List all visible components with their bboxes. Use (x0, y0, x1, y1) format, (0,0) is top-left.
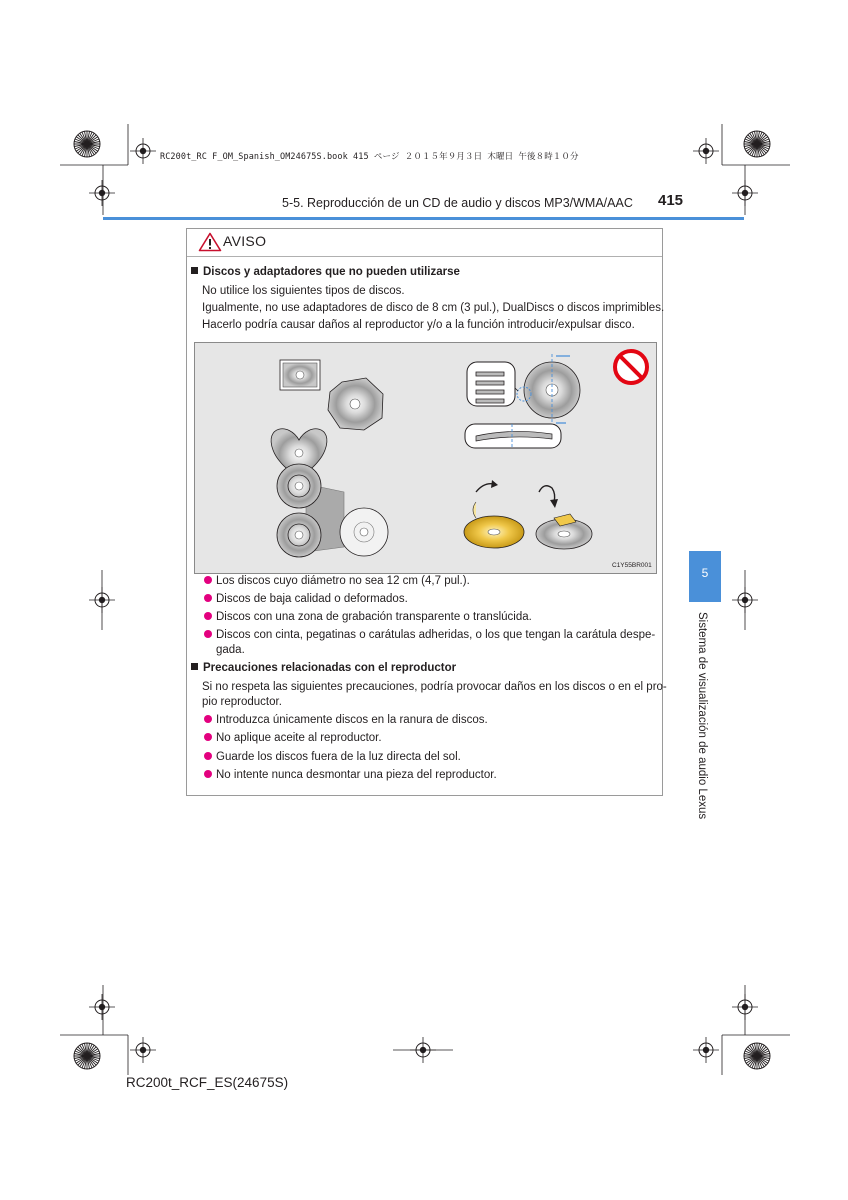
list-item: No intente nunca desmontar una pieza del reproductor. (204, 768, 497, 783)
adapter-disc-icon (277, 464, 388, 557)
list-item: Los discos cuyo diámetro no sea 12 cm (4,7 pul.). (204, 574, 470, 589)
chapter-number: 5 (701, 566, 709, 580)
paragraph-line: Hacerlo podría causar daños al reproductor y/o a la función introducir/expulsar disco. (202, 319, 635, 331)
paragraph-line: Igualmente, no use adaptadores de disco de 8 cm (3 pul.), DualDiscs o discos imprimibles. (202, 302, 665, 314)
document-id: RC200t_RCF_ES(24675S) (126, 1075, 289, 1090)
chapter-label: Sistema de visualización de audio Lexus (696, 612, 708, 820)
bullet-dot-icon (204, 594, 212, 602)
page-number: 415 (658, 192, 684, 209)
list-item: Guarde los discos fuera de la luz directa del sol. (204, 750, 461, 765)
list-item: Introduzca únicamente discos en la ranura de discos. (204, 713, 488, 728)
section-title: 5-5. Reproducción de un CD de audio y discos MP3/WMA/AAC (282, 196, 633, 210)
list-item: Discos con una zona de grabación transparente o translúcida. (204, 610, 532, 625)
warning-label: AVISO (223, 233, 267, 249)
square-bullet-icon (191, 663, 198, 670)
paragraph-line: No utilice los siguientes tipos de discos. (202, 285, 405, 297)
list-item: No aplique aceite al reproductor. (204, 731, 382, 746)
list-item-continuation: gada. (216, 644, 245, 656)
list-item: Discos de baja calidad o deformados. (204, 592, 408, 607)
prohibit-icon (615, 351, 647, 383)
illustration-code: C1Y55BR001 (612, 562, 652, 569)
square-bullet-icon (191, 267, 198, 274)
deformed-disc-icon (465, 354, 580, 448)
list-item: Discos con cinta, pegatinas o carátulas adheridas, o los que tengan la carátula despe- (204, 628, 655, 643)
header-rule (103, 217, 744, 220)
paragraph-line: pio reproductor. (202, 696, 282, 708)
labeled-disc-icon (464, 480, 592, 549)
bullet-dot-icon (204, 752, 212, 760)
paragraph-line: Si no respeta las siguientes precauciones, podría provocar daños en los discos o en el pro- (202, 681, 667, 693)
bullet-dot-icon (204, 576, 212, 584)
octagon-disc-icon (328, 378, 383, 430)
section-heading-discs: Discos y adaptadores que no pueden utilizarse (191, 266, 460, 278)
warning-triangle-icon (198, 232, 222, 252)
section-heading-precautions: Precauciones relacionadas con el reproductor (191, 662, 456, 674)
print-metadata: RC200t_RC F_OM_Spanish_OM24675S.book 415 ページ ２０１５年９月３日 木曜日 午後８時１０分 (160, 152, 579, 162)
bullet-dot-icon (204, 612, 212, 620)
bullet-dot-icon (204, 733, 212, 741)
discs-illustration-drawing (194, 342, 657, 574)
bullet-dot-icon (204, 630, 212, 638)
bullet-dot-icon (204, 715, 212, 723)
square-disc-icon (280, 360, 320, 390)
bullet-dot-icon (204, 770, 212, 778)
